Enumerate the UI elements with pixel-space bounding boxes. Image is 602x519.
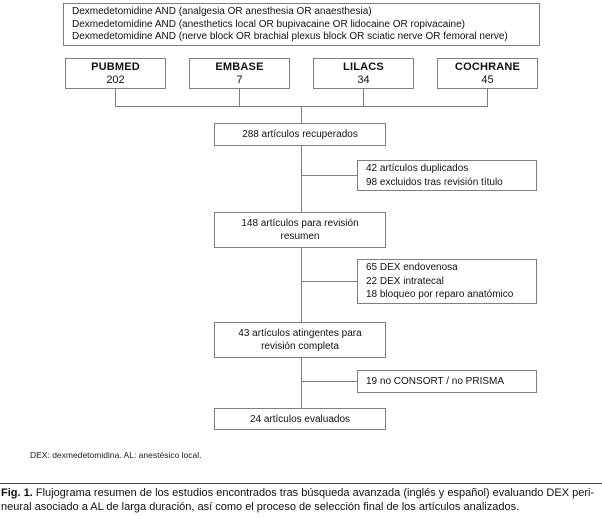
abbreviation-footnote: DEX: dexmedetomidina. AL: anestésico local. (30, 450, 202, 460)
exclusion-text: 19 no CONSORT / no PRISMA (366, 376, 505, 388)
flow-box-full-review (214, 322, 386, 358)
database-count: 45 (481, 74, 494, 86)
exclusion-box-title-screen (357, 160, 537, 191)
flow-box-abstract-review (214, 212, 386, 248)
connector-line (239, 88, 240, 106)
search-terms-box (63, 3, 540, 46)
connector-line (301, 145, 302, 212)
database-count: 202 (106, 74, 125, 86)
connector-line (301, 381, 357, 382)
exclusion-text: 42 artículos duplicados (366, 163, 469, 174)
exclusion-text: 98 excluidos tras revisión título (366, 176, 503, 188)
caption-text: Flujograma resumen de los estudios encontrados tras búsqueda avanzada (inglés y español) evaluando DEX peri- (35, 487, 595, 499)
flow-box-retrieved (214, 123, 386, 146)
flow-box-text: resumen (280, 231, 320, 242)
caption-divider (0, 483, 602, 484)
database-box-cochrane (437, 58, 538, 89)
flow-box-text: 43 artículos atingentes para (238, 328, 362, 339)
database-name: EMBASE (215, 61, 264, 73)
connector-line (301, 357, 302, 408)
database-name: PUBMED (91, 61, 140, 73)
database-box-pubmed (65, 58, 166, 89)
exclusion-text: 22 DEX intratecal (366, 275, 444, 287)
flow-box-text: 24 artículos evaluados (249, 413, 351, 425)
database-count: 34 (357, 74, 370, 86)
database-name: COCHRANE (454, 61, 521, 73)
flow-box-text: 288 artículos recuperados (242, 129, 358, 140)
flow-box-evaluated (214, 408, 386, 430)
search-term-line: Dexmedetomidine AND (anesthetics local OR bupivacaine OR lidocaine OR ropivacaine) (72, 18, 465, 30)
connector-line (301, 175, 357, 176)
connector-line (363, 88, 364, 106)
exclusion-text: 18 bloqueo por reparo anatómico (366, 289, 514, 300)
connector-line (301, 281, 357, 282)
search-term-line: Dexmedetomidine AND (analgesia OR anesthesia OR anaesthesia) (72, 6, 372, 17)
database-name: LILACS (343, 61, 384, 73)
flow-box-text: revisión completa (261, 341, 339, 352)
exclusion-box-abstract-screen (357, 259, 537, 304)
connector-line (487, 88, 488, 106)
caption-label: Fig. 1. (1, 487, 33, 499)
database-count: 7 (236, 74, 243, 86)
caption-line (1, 487, 602, 501)
connector-line (301, 248, 302, 322)
figure-caption (1, 487, 602, 514)
database-box-embase (189, 58, 290, 89)
connector-line (115, 88, 116, 106)
search-term-line: Dexmedetomidine AND (nerve block OR brachial plexus block OR sciatic nerve OR femoral nerve) (72, 31, 508, 43)
database-box-lilacs (313, 58, 414, 89)
caption-line: neural asociado a AL de larga duración, así como el proceso de selección final de los artículos analizados. (1, 500, 520, 513)
exclusion-box-reporting-screen (357, 370, 537, 393)
connector-line (301, 106, 302, 123)
flow-box-text: 148 artículos para revisión (241, 218, 359, 229)
exclusion-text: 65 DEX endovenosa (366, 262, 458, 273)
